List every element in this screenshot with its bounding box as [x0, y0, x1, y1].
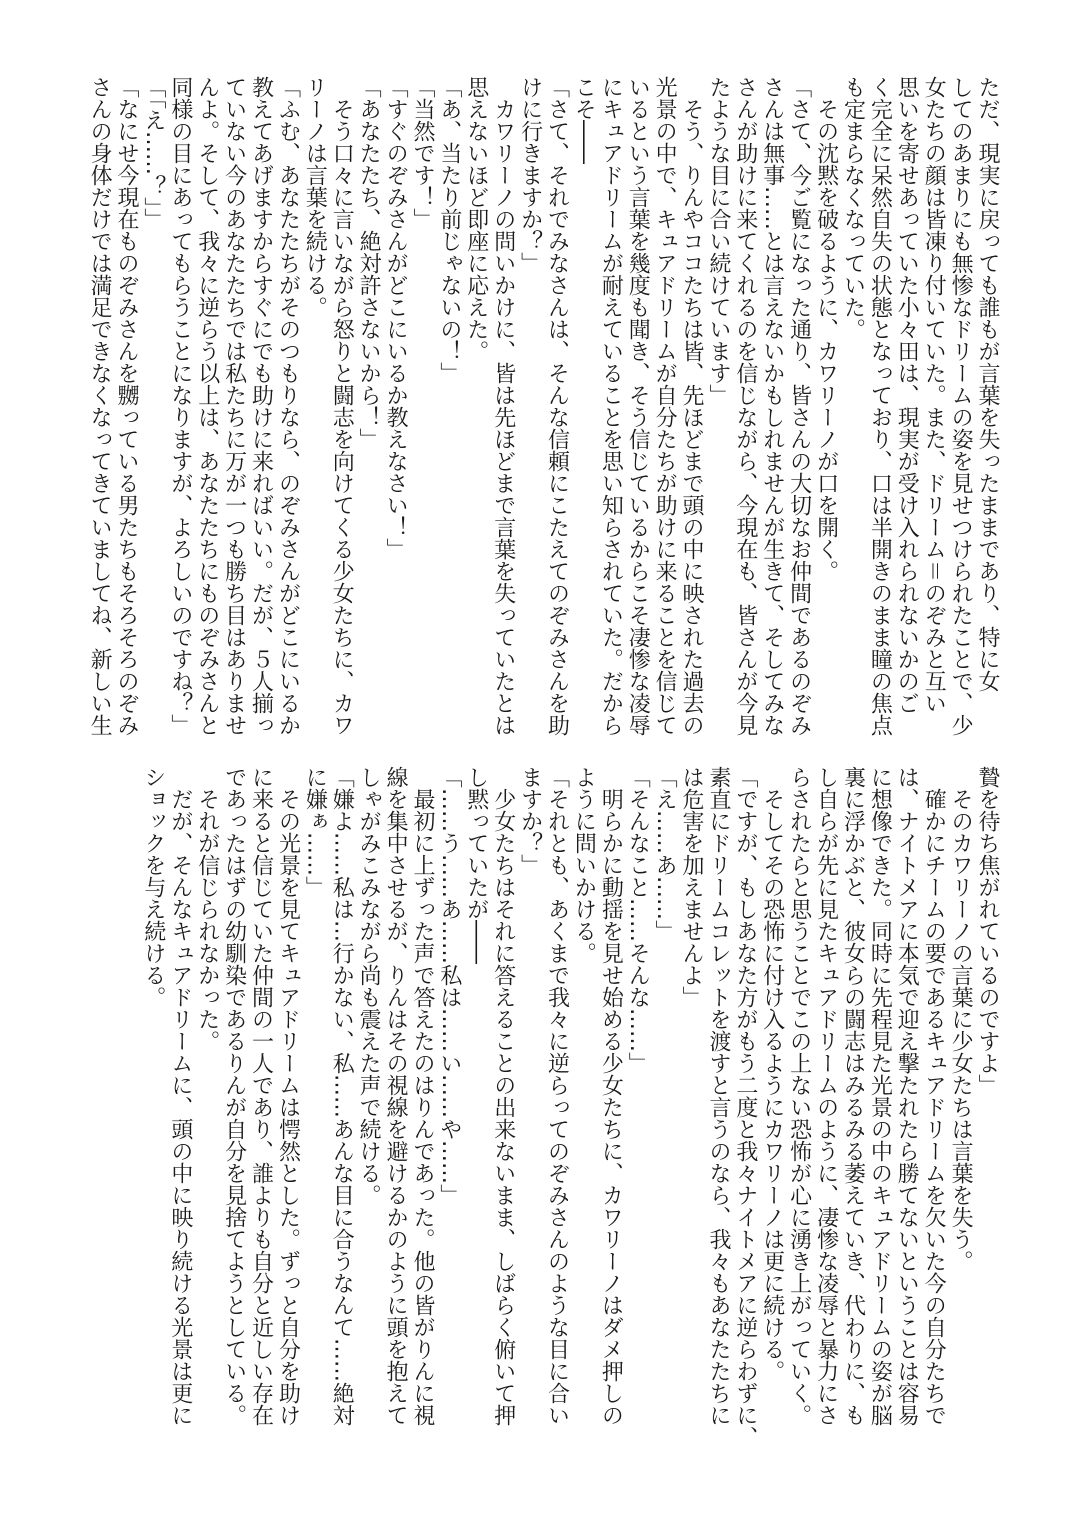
text-column: 「え……あ……」 [652, 766, 678, 942]
text-column: に想像できた。同時に先程見た光景の中のキュアドリームの姿が脳 [867, 766, 893, 1426]
text-column: そのカワリーノの言葉に少女たちは言葉を失う。 [948, 766, 974, 1272]
text-column: は、ナイトメアに本気で迎え撃たれたら勝てないということは容易 [894, 766, 920, 1426]
text-column: してのあまりにも無惨なドリームの姿を見せつけられたことで、少 [948, 76, 974, 736]
text-column: 思いを寄せあっていた小々田は、現実が受け入れられないかのご [894, 76, 920, 714]
text-column: 「それとも、あくまで我々に逆らってのぞみさんのような目に合い [544, 766, 570, 1426]
text-column: 「ふむ、あなたたちがそのつもりなら、のぞみさんがどこにいるか [275, 76, 301, 736]
text-column: それが信じられなかった。 [194, 766, 220, 1052]
text-column: ショックを与え続ける。 [140, 766, 166, 1008]
text-column: ていない今のあなたたちでは私たちに万が一つも勝ち目はありませ [221, 76, 247, 736]
text-column: にキュアドリームが耐えていることを思い知らされていた。だから [598, 76, 624, 736]
text-column: ただ、現実に戻っても誰もが言葉を失ったままであり、特に女 [975, 76, 1000, 692]
text-column: そう、りんやココたちは皆、先ほどまで頭の中に映された過去の [679, 76, 705, 736]
text-block-top [85, 76, 1000, 736]
text-column: 「すぐのぞみさんがどこにいるか教えなさい！」 [383, 76, 409, 560]
text-column: んよ。そして、我々に逆らう以上は、あなたたちにものぞみさんと [194, 76, 220, 736]
text-column: く完全に呆然自失の状態となっており、口は半開きのまま瞳の焦点 [867, 76, 893, 736]
text-column: 少女たちはそれに答えることの出来ないまま、しばらく俯いて押 [490, 766, 516, 1426]
text-column: 「嫌よ……私は…行かない、私……あんな目に合うなんて……絶対 [329, 766, 355, 1426]
text-column: であったはずの幼馴染であるりんが自分を見捨てようとしている。 [221, 766, 247, 1426]
text-column: 「なにせ今現在ものぞみさんを嬲っている男たちもそろそろのぞみ [114, 76, 139, 736]
text-column: 「ですが、もしあなた方がもう二度と我々ナイトメアに逆らわずに、 [732, 766, 758, 1448]
text-column: リーノは言葉を続ける。 [302, 76, 328, 318]
text-column: も定まらなくなっていた。 [840, 76, 866, 340]
text-column: けに行きますか？」 [517, 76, 543, 274]
text-column: 「「え……？」」 [140, 76, 166, 230]
text-column: 教えてあげますからすぐにでも助けに来ればいい。だが、５人揃っ [248, 76, 274, 736]
text-column: ように問いかける。 [571, 766, 597, 964]
text-column: たような目に合い続けています」 [705, 76, 731, 406]
text-column: その光景を見てキュアドリームは愕然とした。ずっと自分を助け [275, 766, 301, 1426]
text-column: だが、そんなキュアドリームに、頭の中に映り続ける光景は更に [167, 766, 193, 1426]
text-column: 「あなたたち、絶対許さないから！」 [356, 76, 382, 450]
text-column: し自らが先に見たキュアドリームのように、凄惨な凌辱と暴力にさ [813, 766, 839, 1426]
text-column: 明らかに動揺を見せ始める少女たちに、カワリーノはダメ押しの [598, 766, 624, 1426]
text-column: そう口々に言いながら怒りと闘志を向けてくる少女たちに、カワ [329, 76, 355, 736]
text-column: さんは無事……とは言えないかもしれませんが生きて、そしてみな [759, 76, 785, 736]
text-column: こそ―― [571, 76, 597, 164]
text-column: いるという言葉を幾度も聞き、そう信じているからこそ凄惨な凌辱 [625, 76, 651, 736]
text-column: そしてその恐怖に付け入るようにカワリーノは更に続ける。 [759, 766, 785, 1382]
text-column: 「さて、今ご覧になった通り、皆さんの大切なお仲間であるのぞみ [786, 76, 812, 736]
text-column: その沈黙を破るように、カワリーノが口を開く。 [813, 76, 839, 582]
text-column: 「あ、当たり前じゃないの！」 [436, 76, 462, 384]
text-column: 女たちの顔は皆凍り付いていた。また、ドリーム＝のぞみと互い [921, 76, 947, 715]
text-column: 光景の中で、キュアドリームが自分たちが助けに来ることを信じて [652, 76, 678, 736]
text-column: に来ると信じていた仲間の一人であり、誰よりも自分と近しい存在 [248, 766, 274, 1426]
text-column: 確かにチームの要であるキュアドリームを欠いた今の自分たちで [921, 766, 947, 1426]
text-column: 「そんなこと……そんな……」 [625, 766, 651, 1074]
text-column: し黙っていたが―― [463, 766, 489, 964]
text-column: 線を集中させるが、りんはその視線を避けるかのように頭を抱えて [383, 766, 409, 1426]
text-column: に嫌ぁ……」 [302, 766, 328, 898]
text-column: 裏に浮かぶと、彼女らの闘志はみるみる萎えていき、代わりに、も [840, 766, 866, 1426]
text-column: 「……う……あ……私は……い……や……」 [436, 766, 462, 1206]
text-column: 同様の目にあってもらうことになりますが、よろしいのですね？」 [167, 76, 193, 736]
text-column: 最初に上ずった声で答えたのはりんであった。他の皆がりんに視 [409, 766, 435, 1426]
text-column: 贄を待ち焦がれているのですよ」 [975, 766, 1000, 1096]
text-column: 素直にドリームコレットを渡すと言うのなら、我々もあなたたちに [705, 766, 731, 1426]
text-column: 「当然です！」 [409, 76, 435, 230]
text-column: カワリーノの問いかけに、皆は先ほどまで言葉を失っていたとは [490, 76, 516, 736]
text-column: しゃがみこみながら尚も震えた声で続ける。 [356, 766, 382, 1206]
text-column: さんの身体だけでは満足できなくなってきていましてね、新しい生 [87, 76, 113, 736]
text-column: さんが助けに来てくれるのを信じながら、今現在も、皆さんが今見 [732, 76, 758, 736]
text-block-bottom [139, 766, 1000, 1448]
text-column: ますか？」 [517, 766, 543, 876]
text-column: 「さて、それでみなさんは、そんな信頼にこたえてのぞみさんを助 [544, 76, 570, 736]
text-column: らされたらと思うことでこの上ない恐怖が心に湧き上がっていく。 [786, 766, 812, 1426]
text-column: は危害を加えませんよ」 [679, 766, 705, 1008]
text-column: 思えないほど即座に応えた。 [463, 76, 489, 362]
